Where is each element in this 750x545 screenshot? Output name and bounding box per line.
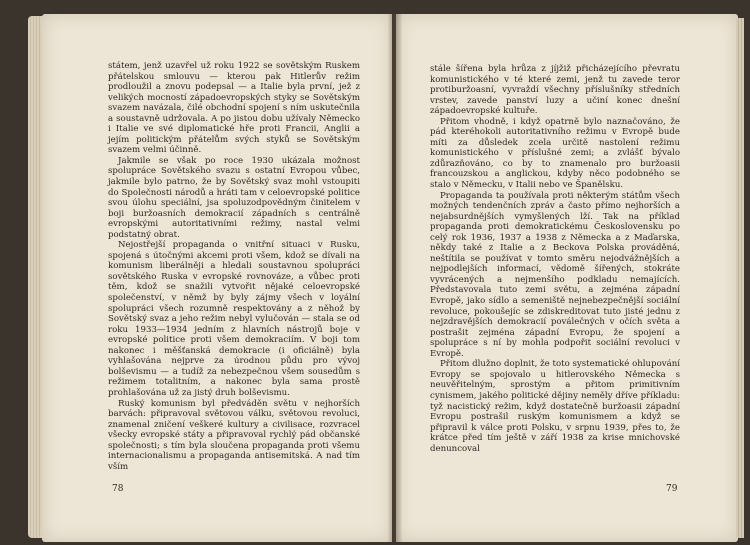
book-gutter xyxy=(388,14,402,542)
left-page-number: 78 xyxy=(112,484,124,494)
left-paragraph-4: Ruský komunism byl předváděn světu v nejhorších barvách: připravoval světovou válku, světovou revoluci, znamenal zničení veškeré kultury a civilisace, rozvracel všecky evropské státy a připravoval rychlý pád občanské společnosti; s tím byla sloučena propaganda proti všemu internacionalismu a propaganda antisemitská. A nad tím vším xyxy=(108,398,360,472)
page-edges-right xyxy=(736,18,744,538)
left-paragraph-2: Jakmile se však po roce 1930 ukázala možnost spolupráce Sovětského svazu s ostatní Evropou vůbec, jakmile bylo patrno, že by Sovětský svaz mohl vstoupiti do Společnosti národů a hráti tam v celoevropské politice svou úlohu speciální, jsa spoluzodpovědným činitelem v boji buržoasních demokracií západních s centrálně evropskými autoritativními režimy, nastal velmi podstatný obrat. xyxy=(108,155,360,240)
right-page-number: 79 xyxy=(666,484,678,494)
right-paragraph-4: Přitom dlužno doplnit, že toto systematické ohlupování Evropy se spojovalo u hitlerovského Německa s neuvěřitelným, sprostým a přitom primitivním cynismem, jakého politické dějiny neměly dříve příkladu: tyž nacistický režim, když dostatečně buržoasii západní Evropu postrašil ruským komunismem a když se připravil k válce proti Polsku, v srpnu 1939, přes to, že krátce před tím ještě v září 1938 za krise mnichovské denuncoval xyxy=(430,359,680,454)
left-page-text xyxy=(108,61,360,472)
right-page-text xyxy=(430,64,680,454)
left-paragraph-3: Nejostřejší propaganda o vnitřní situaci v Rusku, spojená s útočnými akcemi proti všem, kdož se dívali na komunism liberálněji a hledali soustavnou spolupráci sovětského Ruska v evropské rovnováze, a vůbec proti těm, kdož se snažili vytvořit nějaké celoevropské společenství, v němž by byly zájmy všech v loyální spolupráci všech rozumně respektovány a z něhož by Sovětský svaz a jeho režim nebyl vylučován — stala se od roku 1933—1934 jedním z hlavních nástrojů boje v evropské politice proti všem demokraciím. V boji tom nakonec i měšťanská demokracie (i oficiálně) byla vyhlašována nejprve za úrodnou půdu pro vývoj bolševismu — a tudíž za nebezpečnou všem sousedům s režimem totalitním, a nakonec byla sama prostě prohlašována už za jistý druh bolševismu. xyxy=(108,240,360,398)
right-paragraph-1: stále šířena byla hrůza z jíjžiž přicházejícího převratu komunistického v té které zemi, jenž tu zavede teror protiburžoasní, vyvraždí všechny příslušníky středních vrstev, zavede panství luzy a učiní konec dnešní západoevropské kultuře. xyxy=(430,64,680,117)
right-paragraph-3: Propaganda ta používala proti některým státům všech možných tendenčních zpráv a často přímo nejhorších a nejabsurdnějších vymyšlených lží. Tak na příklad propaganda proti demokratickému Československu po celý rok 1936, 1937 a 1938 z Německa a z Maďarska, někdy také z Italie a z Beckova Polska prováděná, neštítila se používat v tomto směru nejodvážnějších a nejpodlejších informací, vědomě šířených, stokráte vyvrácených a nejmenšího podkladu nemajících. Představovala tuto zemi světu, a zejména západní Evropě, jako sídlo a semeniště nejnebezpečnější sociální revoluce, pokoušejíc se zdiskreditovat tuto jisté jednu z nejzdravějších demokracií poválečných v očích světa a postrašit zejména západní Evropu, že spojení a spolupráce s ní by mohla podpořit sociální revoluci v Evropě. xyxy=(430,190,680,359)
right-paragraph-2: Přitom vhodně, i když opatrně bylo naznačováno, že pád kteréhokoli autoritativního režimu v Evropě bude míti za důsledek zcela určitě nastolení režimu komunistického v příslušné zemi; a zvlášť bývalo zdůrazňováno, co by to znamenalo pro buržoasii francouzskou a anglickou, kdyby něco podobného se stalo v Německu, v Italii nebo ve Španělsku. xyxy=(430,116,680,191)
left-paragraph-1: státem, jenž uzavřel už roku 1922 se sovětským Ruskem přátelskou smlouvu — kterou pak Hitlerův režim prodloužil a znovu podepsal — a Italie byla první, jež z velikých mocností západoevropských styky se Sovětským svazem navázala, čilé obchodní spojení s ním uskutečnila a soustavně udržovala. A po jistou dobu užívaly Německo i Italie ve své diplomatické hře proti Francii, Anglii a jejím politickým přátelům svých styků se Sovětským svazem velmi účinně. xyxy=(108,61,360,156)
